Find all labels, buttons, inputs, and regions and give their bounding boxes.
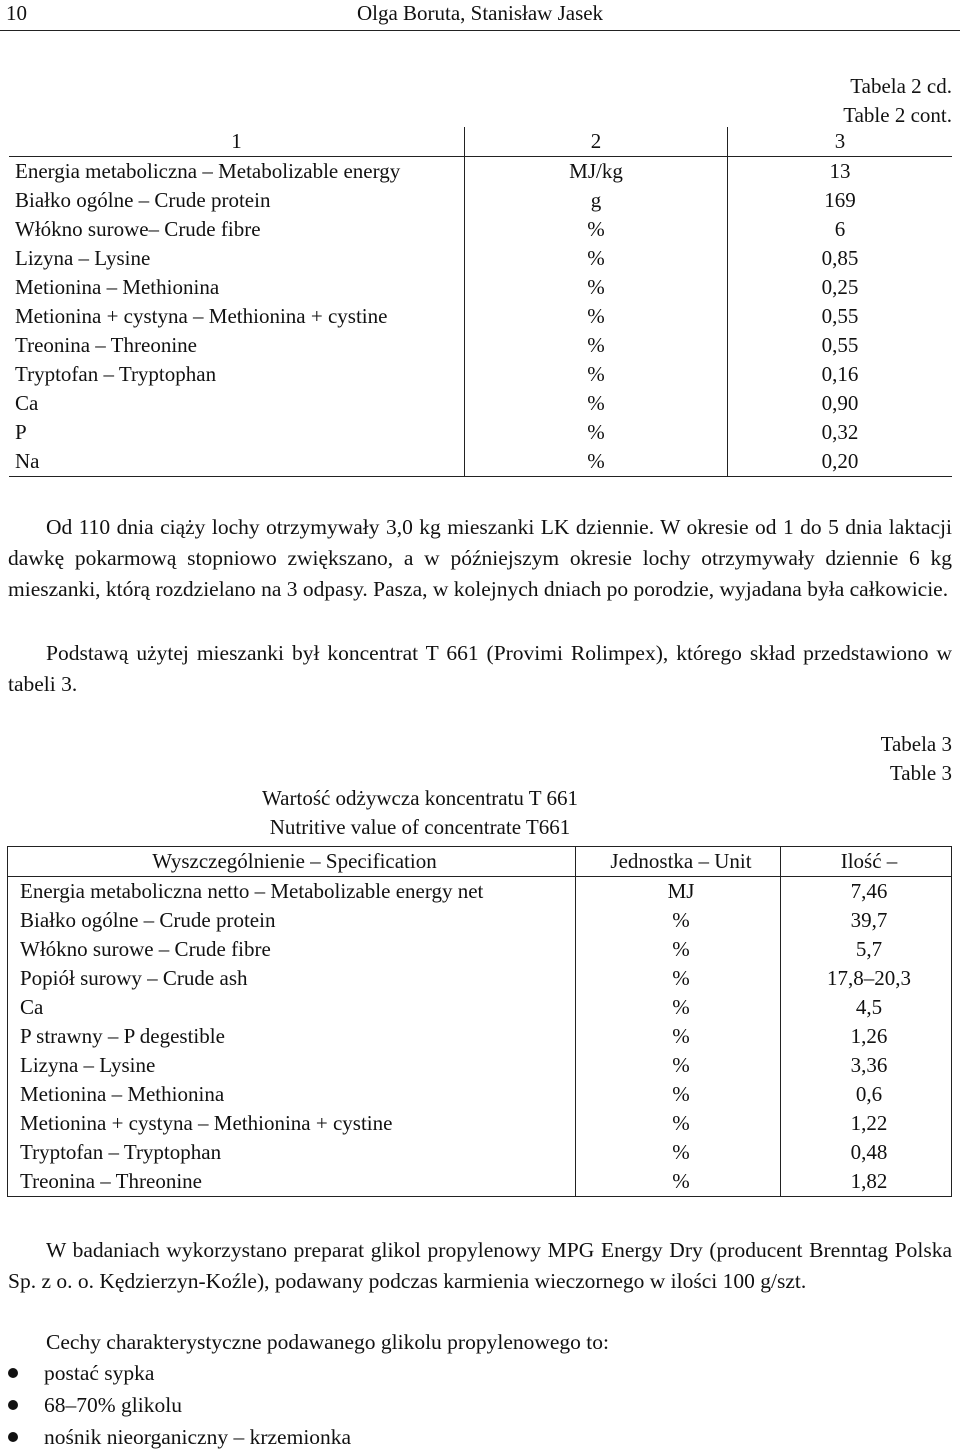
table-row: [9, 418, 952, 447]
page-number: 10: [6, 1, 27, 25]
paragraph-feeding: Od 110 dnia ciąży lochy otrzymywały 3,0 kg mieszanki LK dziennie. W okresie od 1 do 5 dnia laktacji dawkę pokarmową stopniowo zwiększano, a w późniejszym okresie lochy otrzymywały dziennie 6 kg mieszanki, którą rozdzielano na 3 odpasy. Pasza, w kolejnych dniach po porodzie, wyjadana była całkowicie.: [8, 515, 952, 601]
bullet-icon: [8, 1368, 18, 1378]
table3-cell: %: [576, 935, 781, 964]
table2-col-header: 2: [465, 127, 728, 157]
table2-cell: %: [465, 244, 728, 273]
table-row: [8, 1022, 952, 1051]
table3-cell: Popiół surowy – Crude ash: [8, 964, 576, 993]
table2-cell: %: [465, 215, 728, 244]
table3-cell: %: [576, 1167, 781, 1197]
table-row: [8, 1167, 952, 1197]
table2-label-en: Table 2 cont.: [843, 103, 952, 127]
table-row: [8, 993, 952, 1022]
table3-cell: Włókno surowe – Crude fibre: [8, 935, 576, 964]
table2-cell: 0,16: [821, 362, 859, 386]
table3-cell: Treonina – Threonine: [8, 1167, 576, 1197]
table2-cell: Metionina – Methionina: [9, 273, 465, 302]
table3-cell: 0,6: [855, 1082, 883, 1106]
table-row: [9, 389, 952, 418]
table3-cell: 4,5: [855, 995, 883, 1019]
table3-cell: %: [576, 993, 781, 1022]
table3-cell: %: [576, 964, 781, 993]
table2-cell: %: [465, 418, 728, 447]
table3-col-header: Jednostka – Unit: [576, 847, 781, 877]
table-row: [9, 447, 952, 477]
table3-cell: %: [576, 1138, 781, 1167]
list-item: [8, 1389, 351, 1421]
table3-cell: %: [576, 1022, 781, 1051]
table3-header-row: [8, 847, 952, 877]
table2-cell: %: [465, 273, 728, 302]
bullet-icon: [8, 1432, 18, 1442]
table3-cell: 3,36: [850, 1053, 888, 1077]
table3-cell: 39,7: [850, 908, 888, 932]
table2-label: [843, 72, 952, 130]
table2-cell: 0,85: [821, 246, 859, 270]
table-row: [9, 215, 952, 244]
table-row: [9, 244, 952, 273]
table-row: [8, 877, 952, 907]
table2-cell: %: [465, 389, 728, 418]
table-row: [9, 360, 952, 389]
table3-cell: %: [576, 906, 781, 935]
table3-col-header: Ilość –: [781, 847, 952, 877]
table-row: [9, 302, 952, 331]
table-row: [9, 157, 952, 187]
paragraph-concentrate: Podstawą użytej mieszanki był koncentrat T 661 (Provimi Rolimpex), którego skład przedstawiono w tabeli 3.: [8, 641, 952, 696]
table3-cell: Tryptofan – Tryptophan: [8, 1138, 576, 1167]
table3-title-en: Nutritive value of concentrate T661: [269, 815, 571, 839]
table3-cell: Metionina – Methionina: [8, 1080, 576, 1109]
table2-cell: 0,55: [821, 304, 859, 328]
table2-cell: Energia metaboliczna – Metabolizable energy: [9, 157, 465, 187]
table2-cell: 13: [829, 159, 851, 183]
table-row: [8, 906, 952, 935]
table3-cell: 17,8–20,3: [827, 966, 911, 990]
table2-cell: Metionina + cystyna – Methionina + cystine: [9, 302, 465, 331]
table-row: [8, 1080, 952, 1109]
table2-cell: 6: [834, 217, 846, 241]
table2-cell: 169: [824, 188, 856, 212]
paragraph-glycol-features: Cechy charakterystyczne podawanego glikolu propylenowego to:: [46, 1330, 609, 1354]
table3-cell: 1,22: [850, 1111, 888, 1135]
table2-cell: g: [465, 186, 728, 215]
table3-title-pl: Wartość odżywcza koncentratu T 661: [262, 786, 578, 810]
table2-cell: Treonina – Threonine: [9, 331, 465, 360]
table2-cell: Białko ogólne – Crude protein: [9, 186, 465, 215]
list-item-text: nośnik nieorganiczny – krzemionka: [44, 1425, 352, 1449]
list-item-text: postać sypka: [44, 1361, 155, 1385]
table-row: [8, 1109, 952, 1138]
table-row: [8, 1138, 952, 1167]
table2-col-header: 1: [9, 127, 465, 157]
glycol-features-list: [8, 1357, 351, 1453]
table3-cell: 5,7: [855, 937, 883, 961]
table2-cell: Tryptofan – Tryptophan: [9, 360, 465, 389]
table3-col-header: Wyszczególnienie – Specification: [8, 847, 576, 877]
table2-cell: 0,32: [821, 420, 859, 444]
table-row: [9, 273, 952, 302]
table3-cell: 0,48: [850, 1140, 888, 1164]
table3-cell: Białko ogólne – Crude protein: [8, 906, 576, 935]
table3-title: [0, 784, 960, 842]
table3-cell: %: [576, 1051, 781, 1080]
table3-cell: MJ: [576, 877, 781, 907]
table3-label: [881, 730, 952, 788]
bullet-icon: [8, 1400, 18, 1410]
table3-cell: Ca: [8, 993, 576, 1022]
table2: [9, 127, 952, 477]
table2-cell: Włókno surowe– Crude fibre: [9, 215, 465, 244]
table-row: [9, 186, 952, 215]
list-item: [8, 1421, 351, 1453]
table-row: [8, 935, 952, 964]
list-item: [8, 1357, 351, 1389]
table2-cell: 0,25: [821, 275, 859, 299]
table3-cell: Lizyna – Lysine: [8, 1051, 576, 1080]
table3-label-en: Table 3: [889, 761, 952, 785]
table3-cell: 1,82: [850, 1169, 888, 1193]
table2-col-header: 3: [728, 127, 953, 157]
table2-cell: %: [465, 447, 728, 477]
page-header: [0, 0, 960, 31]
table-row: [8, 964, 952, 993]
table2-cell: %: [465, 360, 728, 389]
table2-cell: %: [465, 302, 728, 331]
table3-cell: Energia metaboliczna netto – Metabolizable energy net: [8, 877, 576, 907]
table3-cell: 1,26: [850, 1024, 888, 1048]
table2-cell: P: [9, 418, 465, 447]
table2-cell: MJ/kg: [465, 157, 728, 187]
table3-cell: %: [576, 1080, 781, 1109]
table-row: [8, 1051, 952, 1080]
table3: [7, 846, 952, 1197]
table-row: [9, 331, 952, 360]
table3-cell: 7,46: [850, 879, 888, 903]
paragraph-glycol: W badaniach wykorzystano preparat glikol propylenowy MPG Energy Dry (producent Brenntag Polska Sp. z o. o. Kędzierzyn-Koźle), podawany podczas karmienia wieczornego w ilości 100 g/szt.: [8, 1238, 952, 1293]
table3-cell: P strawny – P degestible: [8, 1022, 576, 1051]
list-item-text: 68–70% glikolu: [44, 1393, 182, 1417]
table3-cell: Metionina + cystyna – Methionina + cystine: [8, 1109, 576, 1138]
table2-cell: Na: [9, 447, 465, 477]
table2-cell: Lizyna – Lysine: [9, 244, 465, 273]
table2-cell: 0,55: [821, 333, 859, 357]
table3-label-pl: Tabela 3: [880, 732, 952, 756]
table2-cell: 0,90: [821, 391, 859, 415]
table3-cell: %: [576, 1109, 781, 1138]
table2-cell: 0,20: [728, 447, 953, 477]
table2-cell: Ca: [9, 389, 465, 418]
table2-label-pl: Tabela 2 cd.: [850, 74, 952, 98]
table2-cell: %: [465, 331, 728, 360]
running-head: Olga Boruta, Stanisław Jasek: [356, 1, 604, 25]
table2-header-row: [9, 127, 952, 157]
